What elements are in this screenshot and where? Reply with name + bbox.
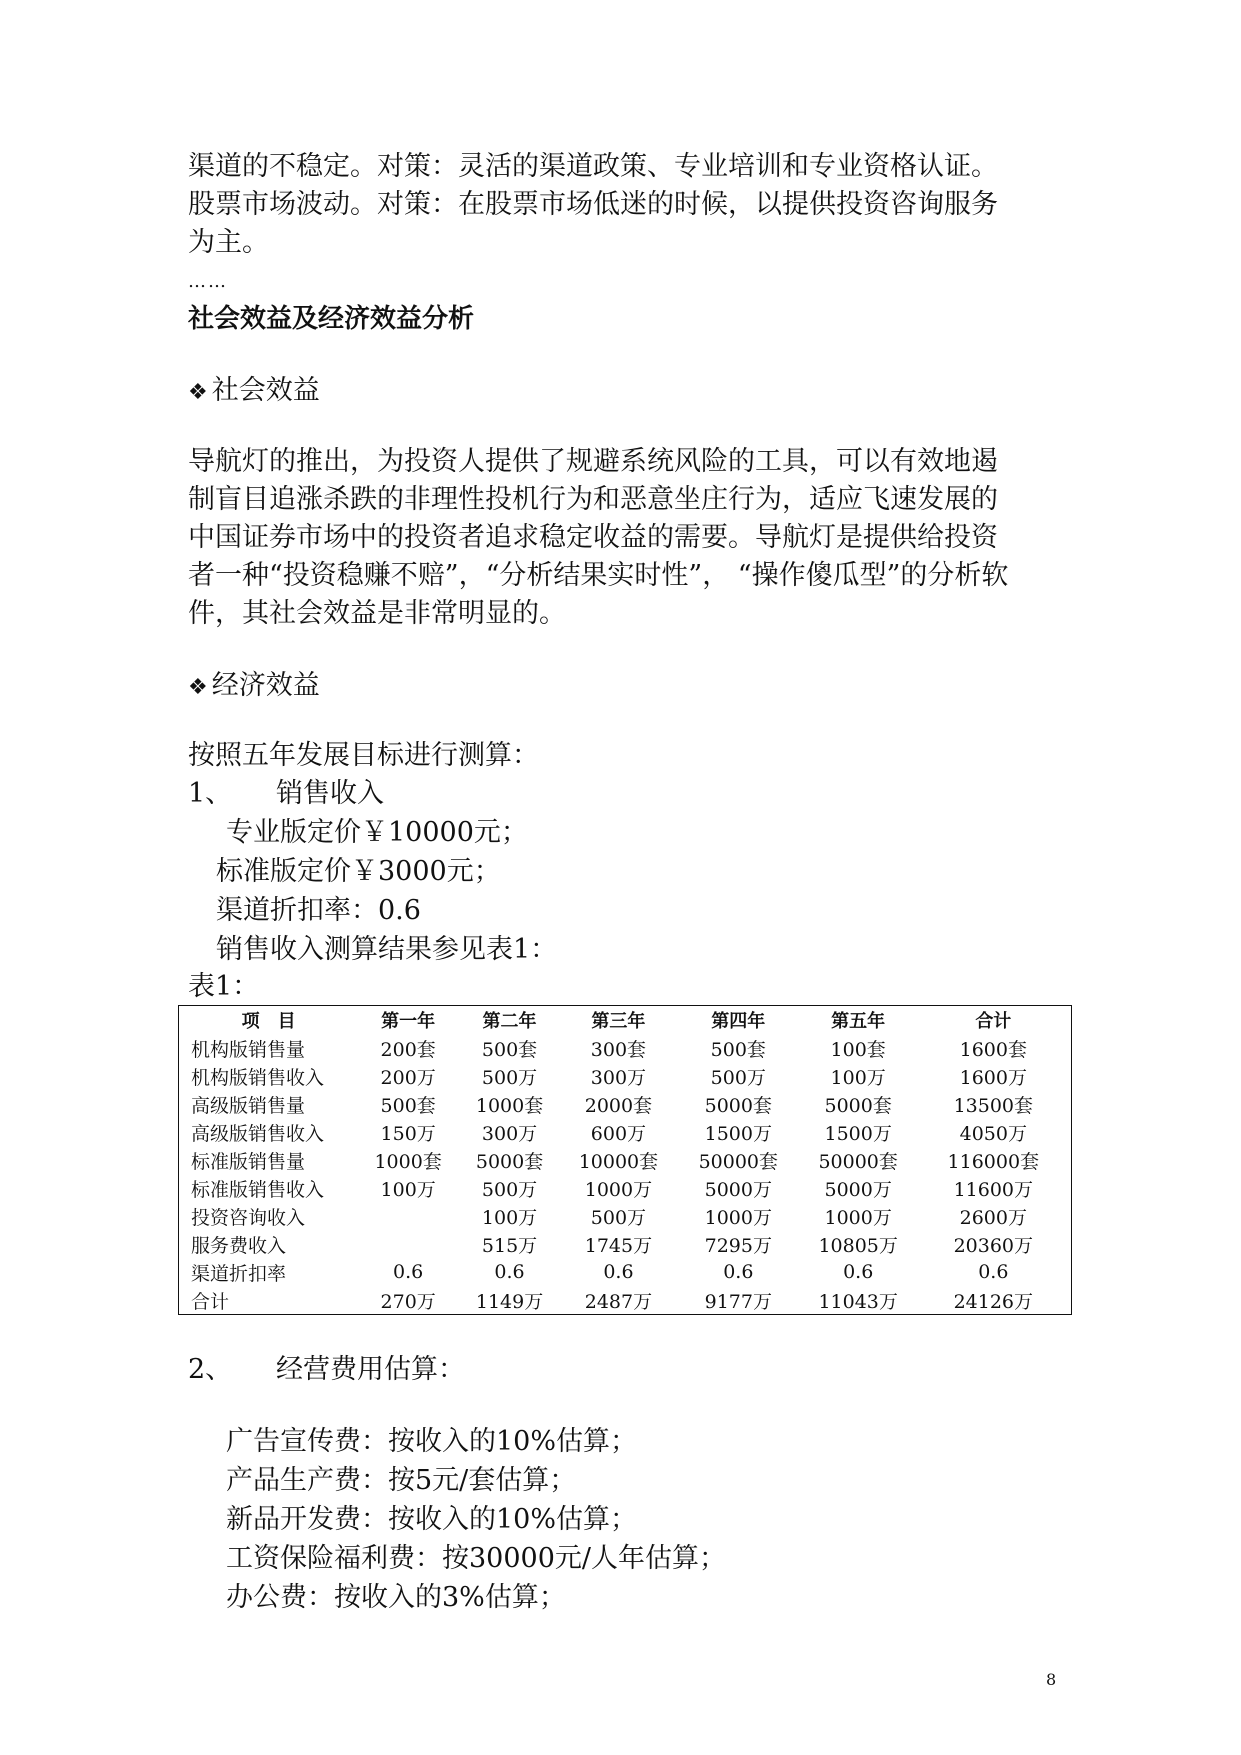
table-cell: 500万 (710, 1066, 766, 1089)
table-row (179, 1174, 1072, 1202)
table-cell: 5000套 (704, 1094, 772, 1117)
table-cell: 0.6 (723, 1261, 754, 1283)
item2-line-2: 产品生产费：按5元/套估算； (226, 1465, 577, 1496)
table-cell: 10000套 (578, 1150, 659, 1173)
table-cell: 1000套 (475, 1094, 544, 1117)
table-cell: 20360万 (953, 1234, 1034, 1257)
table-cell: 9177万 (704, 1290, 772, 1313)
table-cell: 5000套 (475, 1150, 544, 1173)
item2-line-3: 新品开发费：按收入的10%估算； (226, 1504, 638, 1535)
social-paragraph-line-5: 件，其社会效益是非常明显的。 (188, 598, 566, 629)
table-cell: 300万 (481, 1122, 538, 1145)
item2-title: 经营费用估算： (276, 1354, 465, 1385)
item2-line-1: 广告宣传费：按收入的10%估算； (226, 1426, 638, 1457)
social-heading-text: 社会效益 (211, 375, 320, 406)
table-cell: 50000套 (818, 1150, 898, 1173)
table-cell: 0.6 (978, 1261, 1009, 1283)
table-cell: 100万 (380, 1178, 436, 1201)
table-caption: 表1： (188, 971, 260, 1002)
table-cell: 5000套 (824, 1094, 892, 1117)
social-paragraph-line-3: 中国证券市场中的投资者追求稳定收益的需要。导航灯是提供给投资 (188, 522, 998, 553)
item2-line-5: 办公费：按收入的3%估算； (226, 1582, 566, 1613)
intro-line-3: 为主。 (188, 227, 269, 258)
table-cell: 600万 (590, 1122, 647, 1145)
item1-title: 销售收入 (276, 778, 384, 809)
table-cell: 1745万 (584, 1234, 653, 1257)
table-cell: 11043万 (818, 1290, 898, 1313)
table-cell: 4050万 (959, 1122, 1027, 1145)
table-cell: 13500套 (953, 1094, 1034, 1117)
table-row (179, 1286, 1072, 1315)
intro-line-2: 股票市场波动。对策：在股票市场低迷的时候，以提供投资咨询服务 (188, 189, 998, 220)
table-cell: 2000套 (584, 1094, 653, 1117)
table-cell: 300套 (590, 1038, 647, 1061)
table-cell: 500万 (590, 1206, 647, 1229)
table-row (179, 1230, 1072, 1258)
table-cell: 0.6 (843, 1261, 874, 1283)
table-cell: 2487万 (584, 1290, 653, 1313)
table-row-label: 标准版销售量 (191, 1150, 306, 1173)
table-cell: 11600万 (953, 1178, 1034, 1201)
table-cell: 200套 (380, 1038, 436, 1061)
table-cell: 100套 (830, 1038, 886, 1061)
table-cell: 5000万 (704, 1178, 772, 1201)
table-cell: 515万 (481, 1234, 538, 1257)
table-cell: 0.6 (603, 1261, 634, 1283)
ellipsis: …… (188, 271, 228, 292)
table-header-cell: 第三年 (591, 1011, 646, 1032)
table-cell: 1600万 (959, 1066, 1027, 1089)
table-cell: 1149万 (475, 1290, 544, 1313)
table-cell: 24126万 (953, 1290, 1034, 1313)
table-cell: 200万 (380, 1066, 436, 1089)
table-cell: 0.6 (494, 1261, 525, 1283)
table-row-label: 服务费收入 (191, 1234, 287, 1257)
social-paragraph-line-4: 者一种“投资稳赚不赔”，“分析结果实时性”， “操作傻瓜型”的分析软 (188, 560, 1009, 591)
table-cell: 1000万 (704, 1206, 772, 1229)
table-cell: 50000套 (698, 1150, 779, 1173)
section-title: 社会效益及经济效益分析 (188, 304, 475, 334)
economic-heading (188, 667, 320, 707)
table-row (179, 1146, 1072, 1174)
table-cell: 100万 (830, 1066, 886, 1089)
table-row (179, 1090, 1072, 1118)
table-cell: 10805万 (818, 1234, 898, 1257)
item1-line-2: 标准版定价￥3000元； (216, 856, 501, 887)
table-body (179, 1034, 1072, 1315)
table-header-cell: 第一年 (381, 1011, 436, 1032)
table-row (179, 1034, 1072, 1062)
table-header-cell: 合计 (975, 1011, 1012, 1032)
table-row-label: 合计 (191, 1290, 230, 1313)
table-cell: 1000万 (584, 1178, 653, 1201)
table-cell: 1000万 (824, 1206, 892, 1229)
table-header-cell: 第二年 (482, 1011, 537, 1032)
table-row-label: 投资咨询收入 (191, 1206, 306, 1229)
table-cell: 500套 (710, 1038, 766, 1061)
table-cell: 1500万 (704, 1122, 772, 1145)
intro-line-1: 渠道的不稳定。对策：灵活的渠道政策、专业培训和专业资格认证。 (188, 151, 998, 182)
table-row (179, 1062, 1072, 1090)
economic-heading-text: 经济效益 (211, 670, 320, 701)
social-heading (188, 372, 320, 412)
table-cell (358, 1230, 458, 1258)
table-header-cell: 项 目 (241, 1011, 296, 1032)
table-cell: 7295万 (704, 1234, 772, 1257)
table-cell: 150万 (380, 1122, 436, 1145)
item2-line-4: 工资保险福利费：按30000元/人年估算； (226, 1543, 726, 1574)
table-cell: 300万 (590, 1066, 647, 1089)
table-row-label: 机构版销售量 (191, 1038, 306, 1061)
page-number: 8 (1046, 1670, 1057, 1689)
table-cell: 5000万 (824, 1178, 892, 1201)
table-row-label: 标准版销售收入 (191, 1178, 325, 1201)
table-cell: 500万 (481, 1066, 538, 1089)
diamond-bullet-icon: ❖ (188, 380, 208, 405)
table-cell: 100万 (481, 1206, 538, 1229)
item1-line-4: 销售收入测算结果参见表1： (216, 934, 558, 965)
table-cell: 1500万 (824, 1122, 892, 1145)
table-cell (358, 1202, 458, 1230)
table-cell: 1600套 (959, 1038, 1027, 1061)
item1-line-1: 专业版定价￥10000元； (226, 817, 528, 848)
item1-number: 1、 (188, 778, 233, 809)
diamond-bullet-icon: ❖ (188, 675, 208, 700)
table-row (179, 1258, 1072, 1286)
item2-heading (188, 1351, 465, 1389)
table-cell: 2600万 (959, 1206, 1027, 1229)
table-cell: 270万 (380, 1290, 436, 1313)
table-header-row (179, 1006, 1072, 1035)
social-paragraph-line-2: 制盲目追涨杀跌的非理性投机行为和恶意坐庄行为，适应飞速发展的 (188, 484, 998, 515)
table-header-cell: 第五年 (831, 1011, 886, 1032)
item2-number: 2、 (188, 1354, 233, 1385)
table-cell: 500万 (481, 1178, 538, 1201)
table-row (179, 1202, 1072, 1230)
table-cell: 500套 (481, 1038, 538, 1061)
table-header-cell: 第四年 (711, 1011, 766, 1032)
sales-table (178, 1005, 1072, 1315)
table-row-label: 机构版销售收入 (191, 1066, 325, 1089)
table-row (179, 1118, 1072, 1146)
table-row-label: 高级版销售收入 (191, 1122, 325, 1145)
table-cell: 1000套 (374, 1150, 442, 1173)
table-row-label: 渠道折扣率 (191, 1262, 287, 1285)
economic-intro: 按照五年发展目标进行测算： (188, 740, 539, 771)
social-paragraph-line-1: 导航灯的推出，为投资人提供了规避系统风险的工具，可以有效地遏 (188, 446, 998, 477)
item1-heading (188, 775, 384, 813)
table-row-label: 高级版销售量 (191, 1094, 306, 1117)
table-cell: 500套 (380, 1094, 436, 1117)
table-cell: 0.6 (393, 1261, 424, 1283)
item1-line-3: 渠道折扣率：0.6 (216, 895, 421, 926)
table-cell: 116000套 (947, 1150, 1040, 1173)
